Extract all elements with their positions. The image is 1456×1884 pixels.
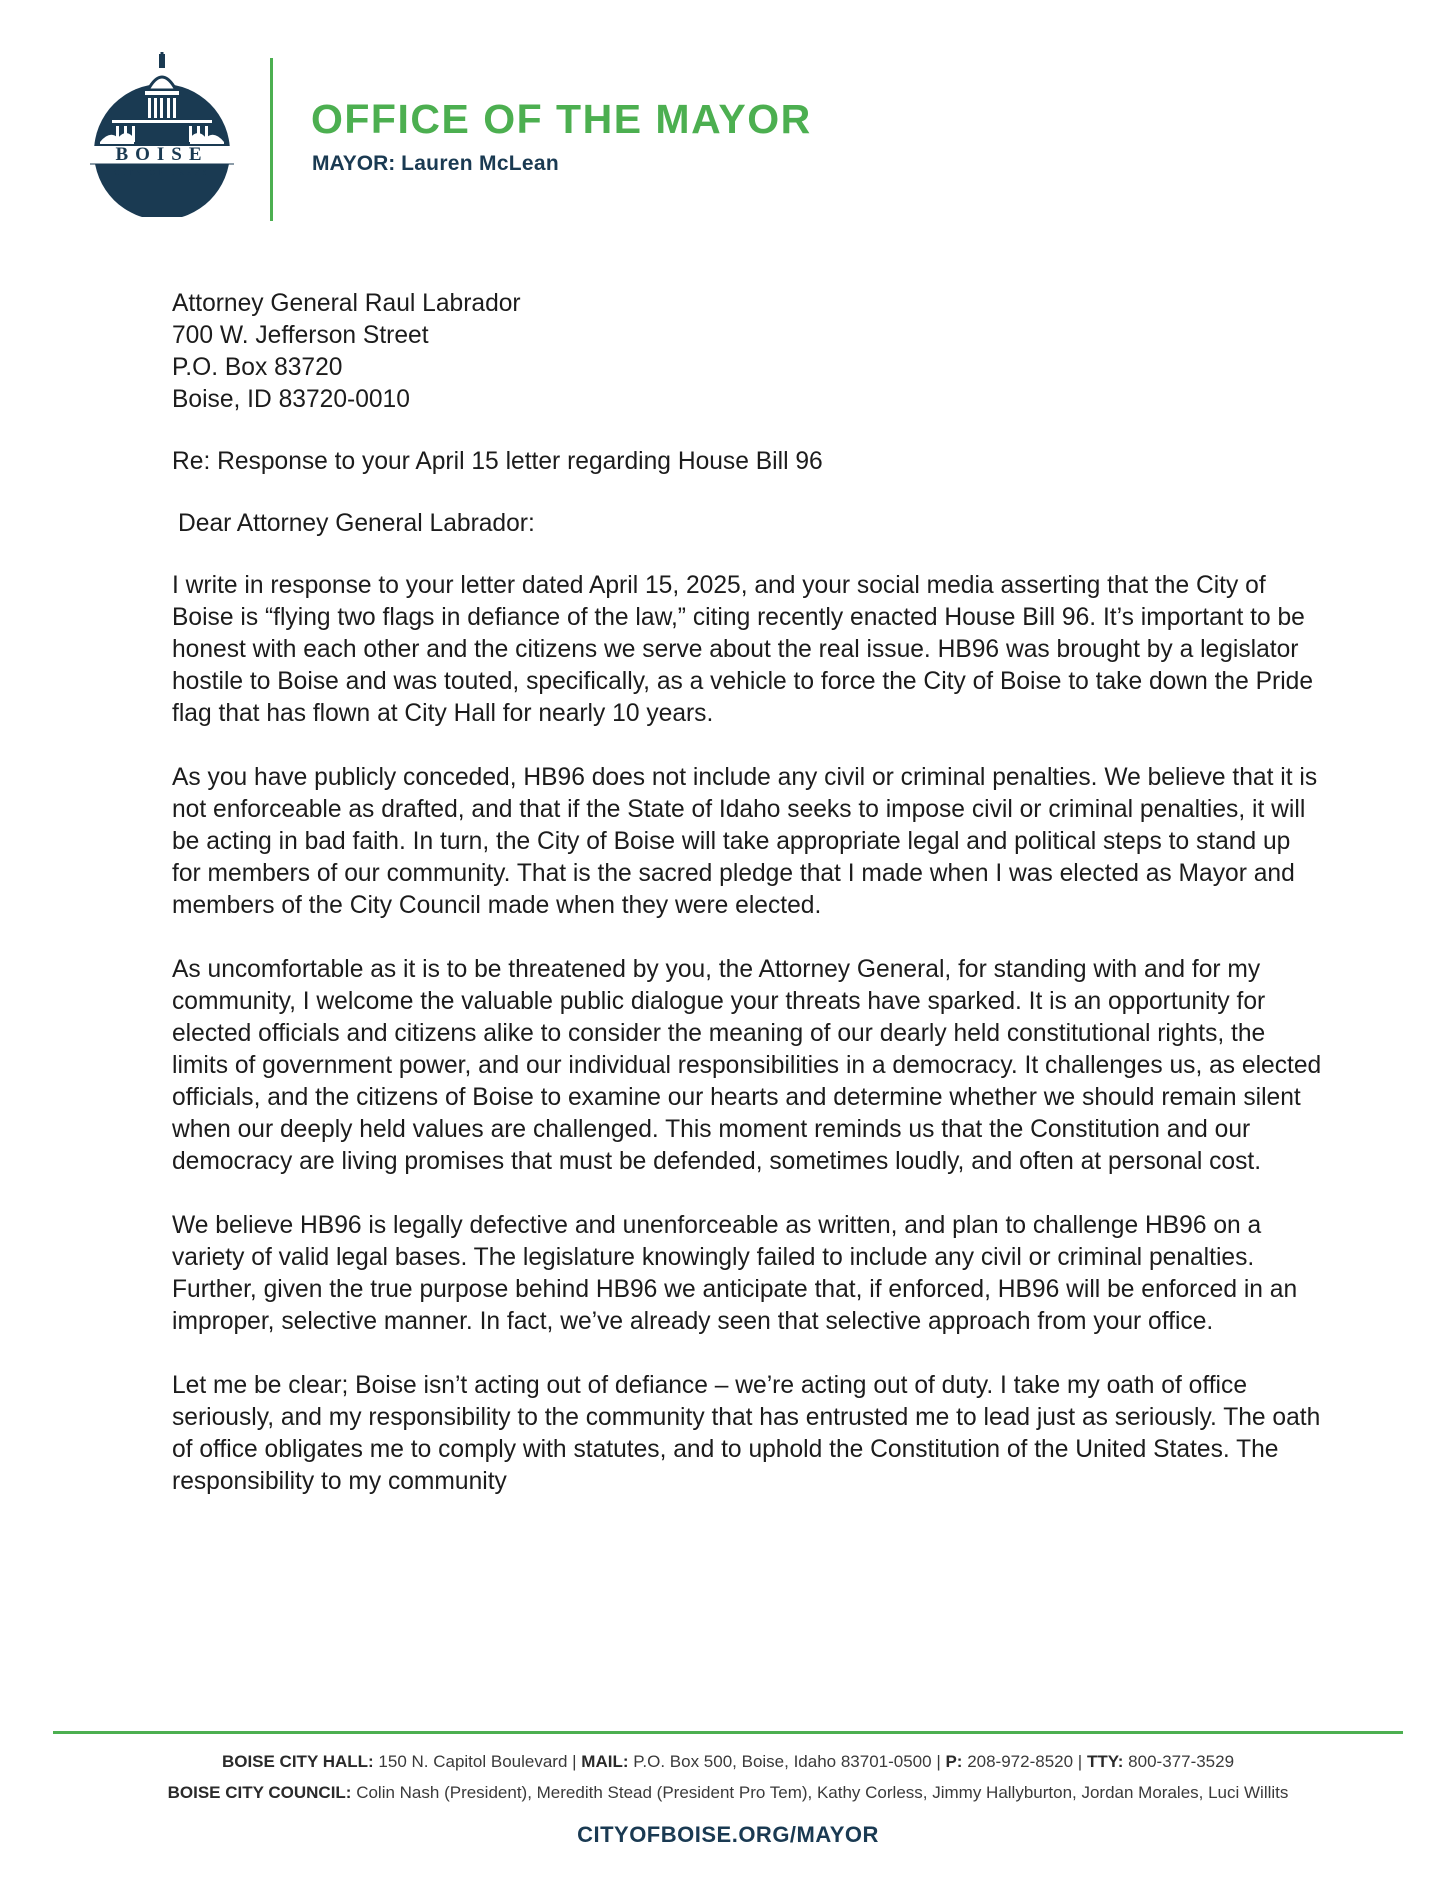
footer-divider [53,1731,1403,1734]
paragraph: As uncomfortable as it is to be threatened by you, the Attorney General, for standing with and for my community, I welcome the valuable public dialogue your threats have sparked. It is an opportunity for elected officials and citizens alike to consider the meaning of our dearly held constitutional rights, the limits of government power, and our individual responsibilities in a democracy. It challenges us, as elected officials, and the citizens of Boise to examine our hearts and determine whether we should remain silent when our deeply held values are challenged. This moment reminds us that the Constitution and our democracy are living promises that must be defended, sometimes loudly, and often at personal cost. [172,956,1322,1175]
logo-wordmark: BOISE [115,144,209,165]
footer-value: 800-377-3529 [1123,1752,1235,1771]
footer-label: BOISE CITY COUNCIL: [167,1783,352,1802]
council-members: Colin Nash (President), Meredith Stead (President Pro Tem), Kathy Corless, Jimmy Hallyburton, Jordan Morales, Luci Willits [351,1783,1289,1802]
footer-label: MAIL: [581,1752,629,1771]
footer-council [0,1783,1456,1803]
logo-tagline: CITY OF TREES [114,168,210,177]
mayor-name: Lauren McLean [401,152,560,175]
footer-value: P.O. Box 500, Boise, Idaho 83701-0500 [628,1752,932,1771]
header-divider [270,58,273,221]
page-title: OFFICE OF THE MAYOR [311,96,812,142]
footer-contact [0,1752,1456,1772]
subject-line: Re: Response to your April 15 letter regarding House Bill 96 [172,448,823,475]
address-line: 700 W. Jefferson Street [172,322,429,349]
letter-body [172,288,1322,1498]
mayor-label: MAYOR: [312,152,396,175]
address-line: Boise, ID 83720-0010 [172,386,410,413]
paragraph: As you have publicly conceded, HB96 does not include any civil or criminal penalties. We believe that it is not enforceable as drafted, and that if the State of Idaho seeks to impose civil or criminal penalties, it will be acting in bad faith. In turn, the City of Boise will take appropriate legal and political steps to stand up for members of our community. That is the sacred pledge that I made when I was elected as Mayor and members of the City Council made when they were elected. [172,764,1318,919]
mayor-line [312,152,559,176]
footer-separator: | [931,1752,946,1771]
footer-value: 150 N. Capitol Boulevard [373,1752,568,1771]
salutation: Dear Attorney General Labrador: [178,510,535,537]
footer-separator: | [567,1752,582,1771]
footer-label: P: [945,1752,963,1771]
address-line: Attorney General Raul Labrador [172,290,521,317]
paragraph: Let me be clear; Boise isn’t acting out of defiance – we’re acting out of duty. I take my oath of office seriously, and my responsibility to the community that has entrusted me to lead just as seriously. The oath of office obligates me to comply with statutes, and to uphold the Constitution of the United States. The responsibility to my community [172,1372,1321,1495]
boise-city-logo [82,52,242,217]
footer-label: BOISE CITY HALL: [221,1752,374,1771]
footer-website-link[interactable]: CITYOFBOISE.ORG/MAYOR [577,1822,879,1847]
paragraph: We believe HB96 is legally defective and unenforceable as written, and plan to challenge HB96 on a variety of valid legal bases. The legislature knowingly failed to include any civil or criminal penalties. Further, given the true purpose behind HB96 we anticipate that, if enforced, HB96 will be enforced in an improper, selective manner. In fact, we’ve already seen that selective approach from your office. [172,1212,1298,1335]
address-line: P.O. Box 83720 [172,354,343,381]
recipient-address [172,288,1322,416]
footer-value: 208-972-8520 [962,1752,1074,1771]
footer-separator: | [1073,1752,1087,1771]
paragraph: I write in response to your letter dated April 15, 2025, and your social media asserting that the City of Boise is “flying two flags in defiance of the law,” citing recently enacted House Bill 96. It’s important to be honest with each other and the citizens we serve about the real issue. HB96 was brought by a legislator hostile to Boise and was touted, specifically, as a vehicle to force the City of Boise to take down the Pride flag that has flown at City Hall for nearly 10 years. [172,572,1314,727]
footer-label: TTY: [1086,1752,1124,1771]
